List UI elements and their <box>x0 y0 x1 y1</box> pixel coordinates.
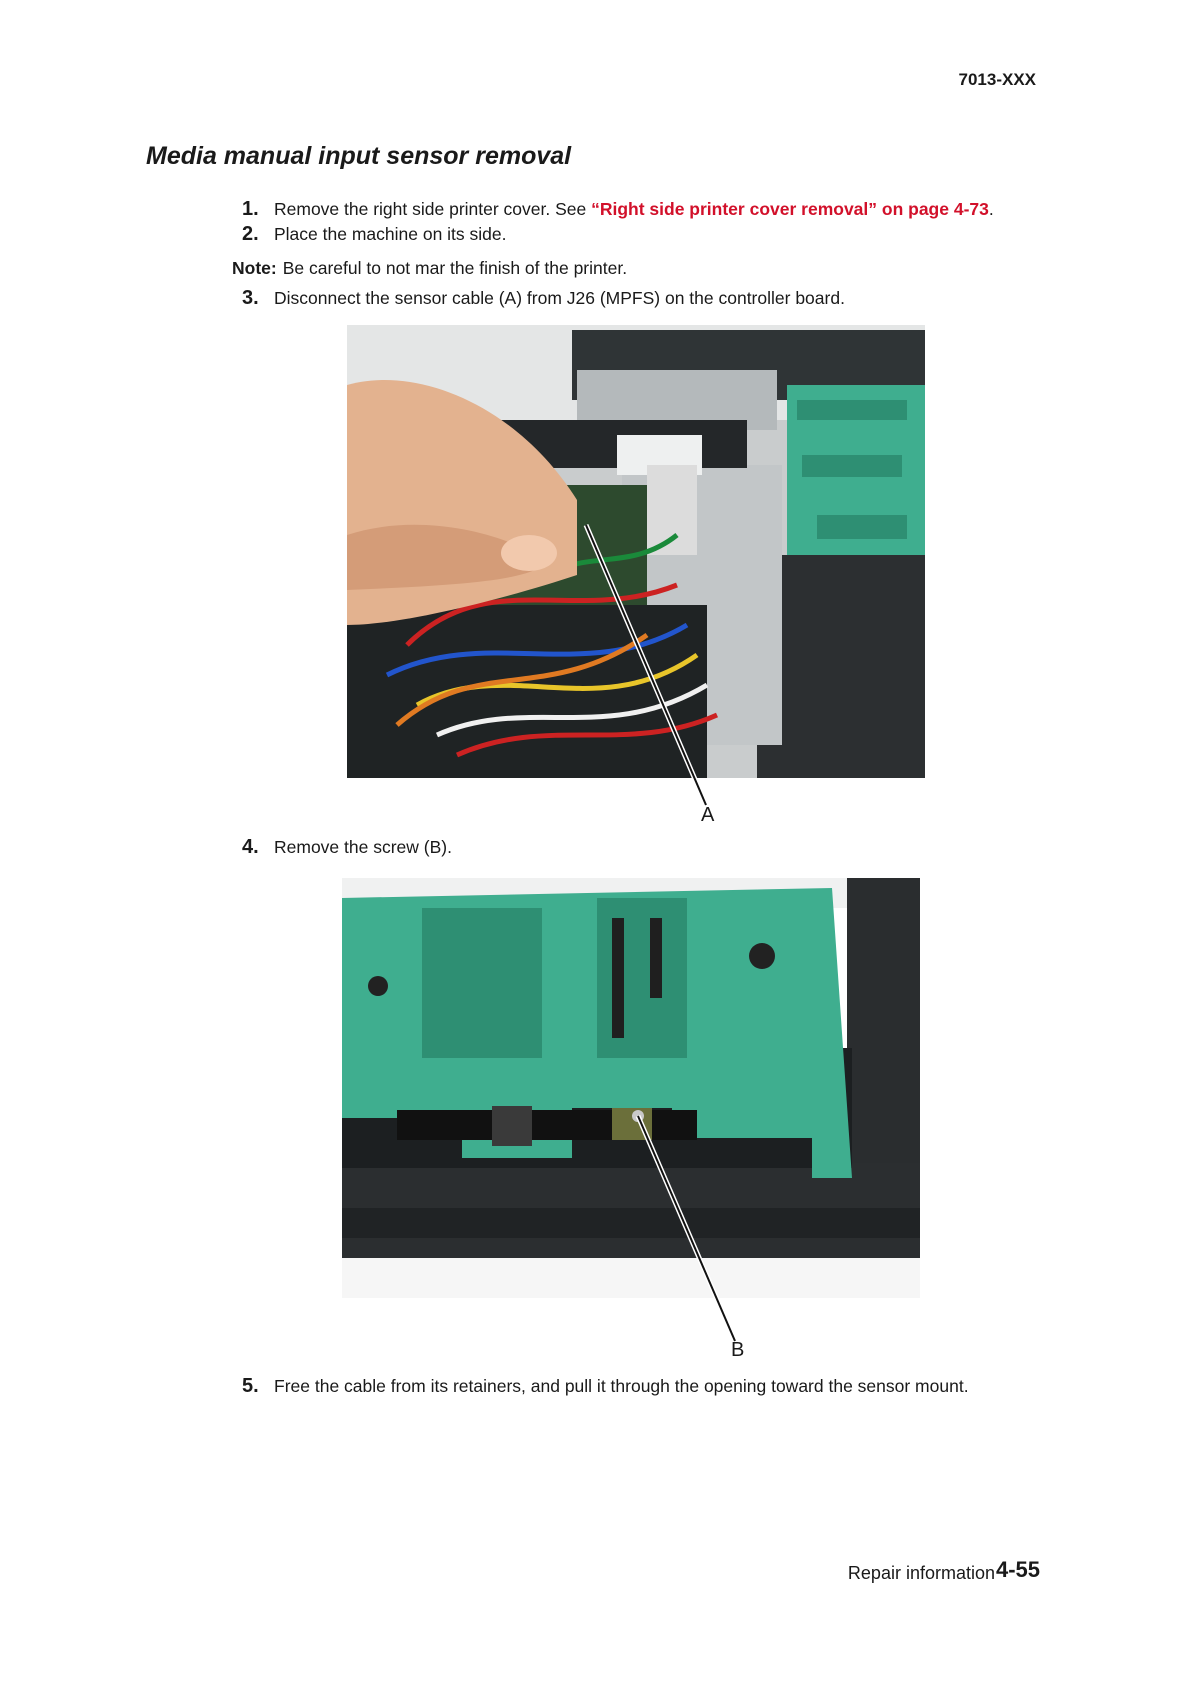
note-label: Note: <box>232 258 277 278</box>
step-text: Place the machine on its side. <box>274 224 507 244</box>
step-text: Disconnect the sensor cable (A) from J26 (MPFS) on the controller board. <box>274 288 845 308</box>
footer-page-number: 4-55 <box>995 1557 1040 1582</box>
note-text: Be careful to not mar the finish of the printer. <box>282 258 628 278</box>
step-number: 1. <box>242 198 259 220</box>
callout-label-a: A <box>701 804 715 826</box>
step-text-end: . <box>988 199 994 219</box>
step-number: 5. <box>242 1375 259 1397</box>
section-title: Media manual input sensor removal <box>146 142 572 170</box>
step-number: 2. <box>242 223 259 245</box>
step-text: Free the cable from its retainers, and pull it through the opening toward the sensor mount. <box>274 1376 969 1396</box>
step-text: Remove the right side printer cover. See <box>274 199 592 219</box>
document-code: 7013-XXX <box>958 70 1036 89</box>
cross-reference-link[interactable]: “Right side printer cover removal” on page 4-73 <box>591 199 989 219</box>
callout-label-b: B <box>731 1339 745 1361</box>
footer-section-label: Repair information <box>847 1563 995 1583</box>
step-5 <box>230 1375 969 1398</box>
step-number: 4. <box>242 836 259 858</box>
step-number: 3. <box>242 287 259 309</box>
step-text: Remove the screw (B). <box>274 837 452 857</box>
